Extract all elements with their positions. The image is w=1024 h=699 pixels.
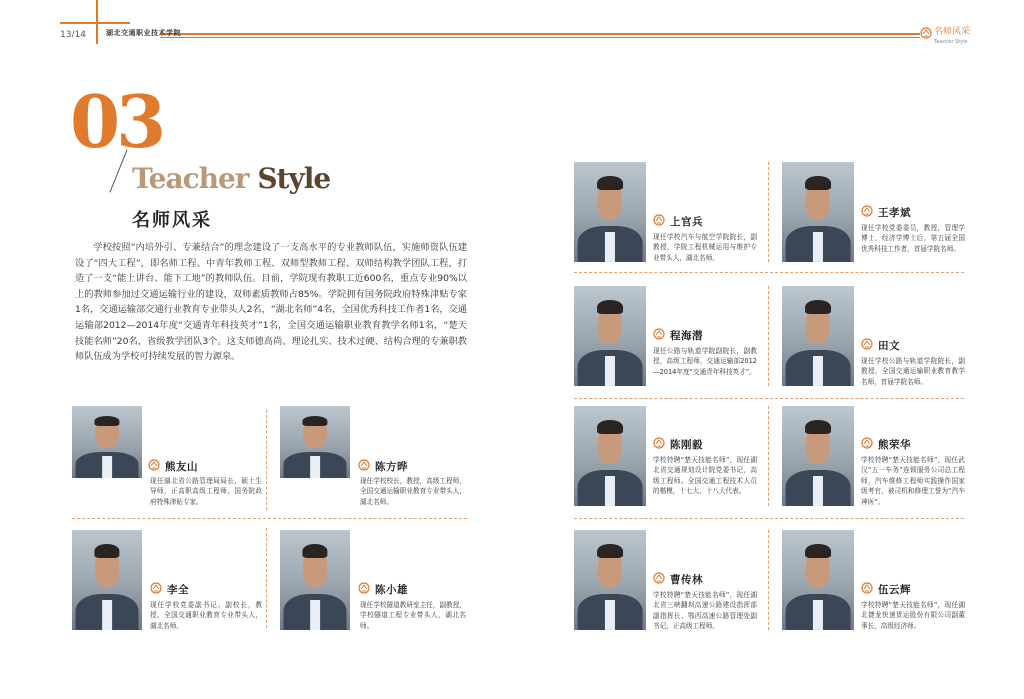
teacher-name-10: 曹传林 bbox=[670, 574, 703, 586]
seal-emblem-icon bbox=[150, 582, 162, 594]
teacher-desc-1: 现任学校校长，教授，高级工程师，全国交通运输职业教育专业带头人，湖北名师。 bbox=[360, 477, 466, 506]
teacher-photo-9 bbox=[782, 406, 854, 506]
teacher-photo-1 bbox=[280, 406, 350, 478]
teacher-desc-0: 现任湖北省公路管理局局长，硕士生导师，正高职高级工程师，国务院政府特殊津贴专家。 bbox=[150, 477, 262, 506]
teacher-photo-10 bbox=[574, 530, 646, 630]
header-accent-left bbox=[60, 22, 130, 24]
teacher-desc-9: 学校特聘“楚天技能名师”，现任武汉“五一车务”连锁服务公司总工程师，汽车维修工程师实践操作国家级考官，被司机和修理工誉为“汽车神医”。 bbox=[861, 456, 965, 506]
school-name: 湖北交通职业技术学院 bbox=[106, 29, 181, 37]
header-vertical-rule bbox=[96, 0, 98, 44]
teacher-photo-11 bbox=[782, 530, 854, 630]
seal-emblem-icon bbox=[358, 459, 370, 471]
teacher-name-6: 程海潜 bbox=[670, 330, 703, 342]
teacher-name-5: 王孝斌 bbox=[878, 207, 911, 219]
teacher-desc-10: 学校特聘“楚天技能名师”，现任湖北省三峡翻坝高速公路建设指挥部副指挥长、鄂西高速公路管理处副书记，正高级工程师。 bbox=[653, 591, 757, 631]
teacher-name-1: 陈方晔 bbox=[375, 461, 408, 473]
teacher-name-3: 陈小雄 bbox=[375, 584, 408, 596]
teacher-photo-2 bbox=[72, 530, 142, 630]
divider bbox=[574, 518, 964, 519]
title-cn: 名师风采 bbox=[132, 210, 212, 231]
teacher-photo-6 bbox=[574, 286, 646, 386]
header-rule-thin bbox=[160, 37, 920, 38]
section-label-cn: 名师风采 bbox=[934, 27, 971, 37]
teacher-photo-5 bbox=[782, 162, 854, 262]
section-label bbox=[934, 27, 970, 47]
title-en-part2: Style bbox=[257, 162, 331, 195]
teacher-desc-5: 现任学校党委委员，教授，管理学博士，经济学博士后，第五届全国优秀科技工作者，首届学院名师。 bbox=[861, 224, 965, 253]
title-en bbox=[132, 162, 330, 195]
seal-emblem-icon bbox=[148, 459, 160, 471]
seal-emblem-icon bbox=[861, 338, 873, 350]
seal-emblem-icon bbox=[358, 582, 370, 594]
teacher-name-8: 陈刚毅 bbox=[670, 439, 703, 451]
teacher-photo-3 bbox=[280, 530, 350, 630]
intro-paragraph: 学校按照“内培外引、专兼结合”的理念建设了一支高水平的专业教师队伍，实施师资队伍建设了“四大工程”，即名师工程、中青年教师工程、双师型教师工程、双师结构教学团队工程，打造了一支“能上讲台、能下工地”的教师队伍。目前，学院现有教职工近600名，重点专业90%以上的教师参加过交通运输行业的建设，双师素质教师占85%。学院拥有国务院政府特殊津贴专家1名，交通运输部交通行业教育专业带头人2名，“湖北名师”4名，全国优秀科技工作者1名，交通运输部2012—2014年度“交通青年科技英才”1名，全国交通运输职业教育教学名师1名，“楚天技能名师”20名，省级教学团队3个。这支师德高尚、理论扎实、技术过硬、结构合理的专兼职教师队伍成为学校可持续发展的智力源泉。 bbox=[75, 242, 467, 363]
divider bbox=[72, 518, 467, 519]
teacher-desc-2: 现任学校党委副书记、副校长，教授，全国交通职业教育专业带头人，湖北名师。 bbox=[150, 601, 262, 630]
teacher-desc-3: 现任学校隧道教研室主任，副教授，学校隧道工程专业带头人，湖北名师。 bbox=[360, 601, 466, 630]
teacher-desc-6: 现任公路与轨道学院副院长，副教授，高级工程师，交通运输部2012—2014年度“交通青年科技英才”。 bbox=[653, 347, 757, 376]
seal-emblem-icon bbox=[653, 328, 665, 340]
seal-emblem-icon bbox=[861, 205, 873, 217]
teacher-photo-0 bbox=[72, 406, 142, 478]
divider bbox=[768, 286, 769, 386]
teacher-name-7: 田文 bbox=[878, 340, 900, 352]
teacher-name-4: 上官兵 bbox=[670, 216, 703, 228]
seal-emblem-icon bbox=[861, 582, 873, 594]
teacher-name-0: 熊友山 bbox=[165, 461, 198, 473]
divider bbox=[768, 162, 769, 262]
title-en-part1: Teacher bbox=[132, 162, 249, 195]
teacher-name-9: 熊荣华 bbox=[878, 439, 911, 451]
divider bbox=[768, 406, 769, 506]
section-label-en: Teacher Style bbox=[934, 39, 968, 45]
divider bbox=[266, 410, 267, 510]
teacher-name-11: 伍云辉 bbox=[878, 584, 911, 596]
teacher-name-2: 李全 bbox=[167, 584, 189, 596]
divider bbox=[574, 272, 964, 273]
seal-emblem-icon bbox=[653, 572, 665, 584]
divider bbox=[574, 398, 964, 399]
section-number: 03 bbox=[70, 79, 163, 164]
teacher-desc-8: 学校特聘“楚天技能名师”，现任湖北省交通规划设计院党委书记，高级工程师。全国交通工程技术人员的楷模，十七大、十八大代表。 bbox=[653, 456, 757, 496]
divider bbox=[266, 528, 267, 628]
seal-emblem-icon bbox=[653, 437, 665, 449]
teacher-desc-4: 现任学校汽车与航空学院院长，副教授，学院工程机械运用与维护专业带头人，湖北名师。 bbox=[653, 233, 757, 262]
divider bbox=[768, 530, 769, 630]
teacher-photo-7 bbox=[782, 286, 854, 386]
teacher-desc-11: 学校特聘“楚天技能名师”，现任湖北捷龙快速货运股份有限公司副董事长，高级经济师。 bbox=[861, 601, 965, 630]
seal-emblem-icon bbox=[861, 437, 873, 449]
page-number: 13/14 bbox=[60, 30, 86, 40]
teacher-desc-7: 现任学校公路与轨道学院院长，副教授，全国交通运输职业教育教学名师，首届学院名师。 bbox=[861, 357, 965, 386]
seal-emblem-icon bbox=[653, 214, 665, 226]
header-rule bbox=[160, 33, 920, 35]
teacher-photo-8 bbox=[574, 406, 646, 506]
seal-emblem-icon bbox=[920, 27, 932, 39]
teacher-photo-4 bbox=[574, 162, 646, 262]
